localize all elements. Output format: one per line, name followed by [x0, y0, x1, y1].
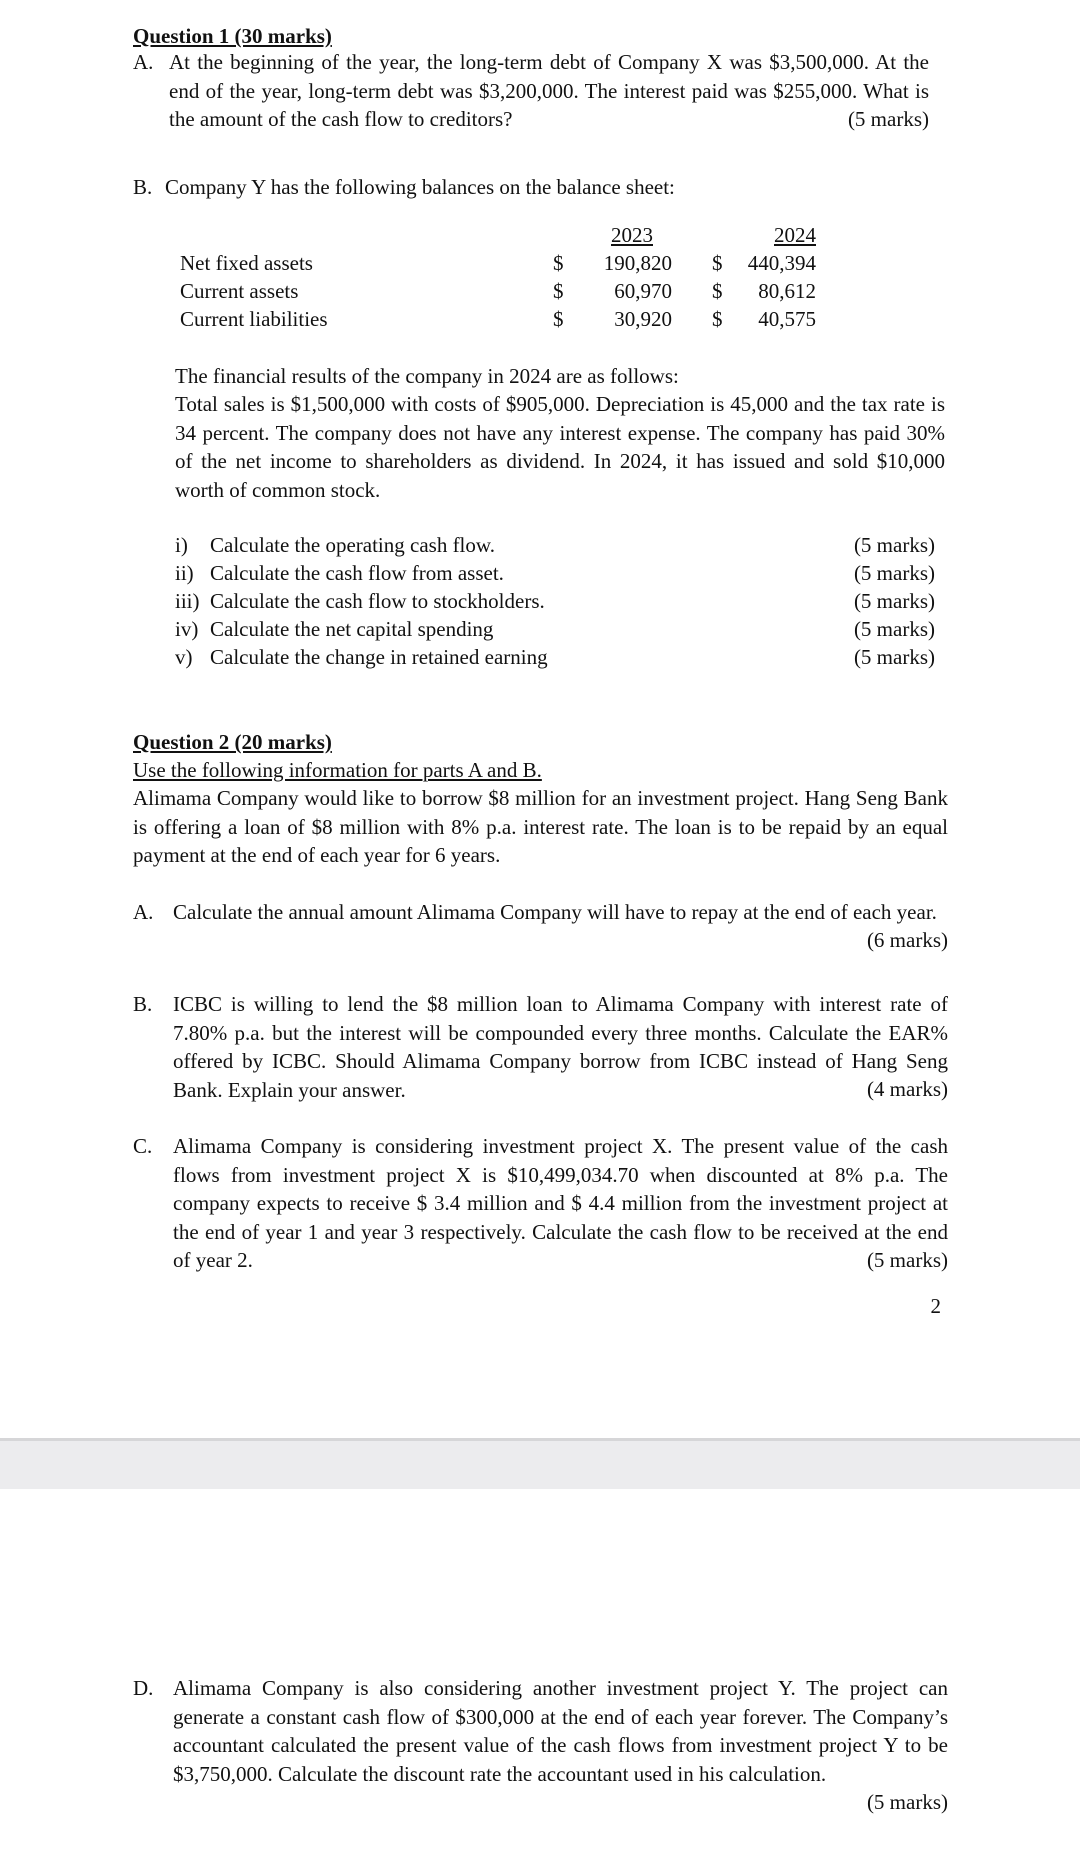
sub-text: Calculate the operating cash flow.: [210, 533, 495, 557]
q2-use-info: Use the following information for parts A and B.: [133, 758, 542, 782]
q2-b-label: B.: [133, 992, 153, 1016]
q1-part-b: [133, 173, 933, 203]
q2-a-text: Calculate the annual amount Alimama Company will have to repay at the end of each year.: [173, 900, 937, 924]
q1-part-a: [133, 48, 933, 140]
sub-text: Calculate the net capital spending: [210, 617, 494, 641]
list-item: [175, 587, 935, 615]
currency-symbol: $: [553, 251, 564, 275]
q2-a-marks: (6 marks): [866, 928, 948, 952]
sub-marks: (5 marks): [853, 561, 935, 585]
sub-number: v): [175, 645, 193, 669]
q2-d-text: Alimama Company is also considering another investment project Y. The project can generate a constant cash flow of $300,000 at the end of each year forever. The Company’s accountant calculated the present value of the cash flows from investment project Y to be $3,750,000. Calculate the discount rate the accountant used in his calculation.: [173, 1676, 948, 1786]
q2-a-label: A.: [133, 900, 154, 924]
currency-symbol: $: [712, 279, 723, 303]
value-2023: 60,970: [614, 279, 672, 303]
q2-part-d: [133, 1674, 948, 1818]
year-header-2024: 2024: [774, 223, 816, 247]
q2-part-b: [133, 990, 948, 1106]
value-2023: 190,820: [603, 251, 672, 275]
sub-text: Calculate the cash flow to stockholders.: [210, 589, 545, 613]
currency-symbol: $: [712, 307, 723, 331]
list-item: [175, 615, 935, 643]
currency-symbol: $: [553, 279, 564, 303]
q1-a-text: At the beginning of the year, the long-term debt of Company X was $3,500,000. At the end of the year, long-term debt was $3,200,000. The interest paid was $255,000. What is the amount of the cash flow to creditors?: [169, 50, 929, 131]
year-header-2023: 2023: [611, 223, 653, 247]
table-row: [180, 305, 840, 333]
sub-marks: (5 marks): [853, 645, 935, 669]
currency-symbol: $: [553, 307, 564, 331]
q2-c-marks: (5 marks): [866, 1248, 948, 1272]
value-2024: 40,575: [758, 307, 816, 331]
sub-number: ii): [175, 561, 194, 585]
sub-text: Calculate the change in retained earning: [210, 645, 548, 669]
question-2-title: Question 2 (20 marks): [133, 730, 332, 754]
value-2024: 80,612: [758, 279, 816, 303]
q1-a-label: A.: [133, 50, 154, 74]
q2-d-marks: (5 marks): [866, 1790, 948, 1814]
sub-number: i): [175, 533, 188, 557]
q1-b-label: B.: [133, 175, 153, 199]
question-1-title: Question 1 (30 marks): [133, 24, 332, 48]
q2-part-c: [133, 1132, 948, 1276]
sub-marks: (5 marks): [853, 589, 935, 613]
table-row: [180, 277, 840, 305]
sub-text: Calculate the cash flow from asset.: [210, 561, 504, 585]
q1-b-intro: Company Y has the following balances on the balance sheet:: [165, 175, 675, 199]
q2-intro-paragraph: Alimama Company would like to borrow $8 million for an investment project. Hang Seng Bank is offering a loan of $8 million with 8% p.a. interest rate. The loan is to be repaid by an equal payment at the end of each year for 6 years.: [133, 786, 948, 867]
q1-b-subquestions: [175, 531, 935, 673]
results-paragraph: Total sales is $1,500,000 with costs of $905,000. Depreciation is 45,000 and the tax rate is 34 percent. The company does not have any interest expense. The company has paid 30% of the net income to shareholders as dividend. In 2024, it has issued and sold $10,000 worth of common stock.: [175, 392, 945, 502]
q1-a-marks: (5 marks): [847, 107, 929, 131]
q2-b-text: ICBC is willing to lend the $8 million loan to Alimama Company with interest rate of 7.80% p.a. but the interest will be compounded every three months. Calculate the EAR% offered by ICBC. Should Alimama Company borrow from ICBC instead of Hang Seng Bank. Explain your answer.: [173, 992, 948, 1102]
sub-marks: (5 marks): [853, 617, 935, 641]
list-item: [175, 643, 935, 671]
list-item: [175, 559, 935, 587]
value-2023: 30,920: [614, 307, 672, 331]
results-heading: The financial results of the company in 2024 are as follows:: [175, 364, 679, 388]
balance-sheet-table: [180, 221, 840, 333]
q2-c-text: Alimama Company is considering investment project X. The present value of the cash flows from investment project X is $10,499,034.70 when discounted at 8% p.a. The company expects to receive $ 3.4 million and $ 4.4 million from the investment project at the end of year 1 and year 3 respectively. Calculate the cash flow to be received at the end of year 2.: [173, 1134, 948, 1272]
sub-marks: (5 marks): [853, 533, 935, 557]
row-label: Current assets: [180, 279, 299, 303]
sub-number: iii): [175, 589, 200, 613]
value-2024: 440,394: [747, 251, 816, 275]
document-page-2: [0, 1486, 1080, 1854]
q2-c-label: C.: [133, 1134, 153, 1158]
page-number: 2: [930, 1294, 941, 1318]
table-row: [180, 249, 840, 277]
sub-number: iv): [175, 617, 199, 641]
q2-d-label: D.: [133, 1676, 154, 1700]
currency-symbol: $: [712, 251, 723, 275]
list-item: [175, 531, 935, 559]
row-label: Net fixed assets: [180, 251, 313, 275]
q2-part-a: [133, 898, 948, 958]
page-break-gap: [0, 1438, 1080, 1489]
row-label: Current liabilities: [180, 307, 328, 331]
q2-b-marks: (4 marks): [866, 1077, 948, 1101]
